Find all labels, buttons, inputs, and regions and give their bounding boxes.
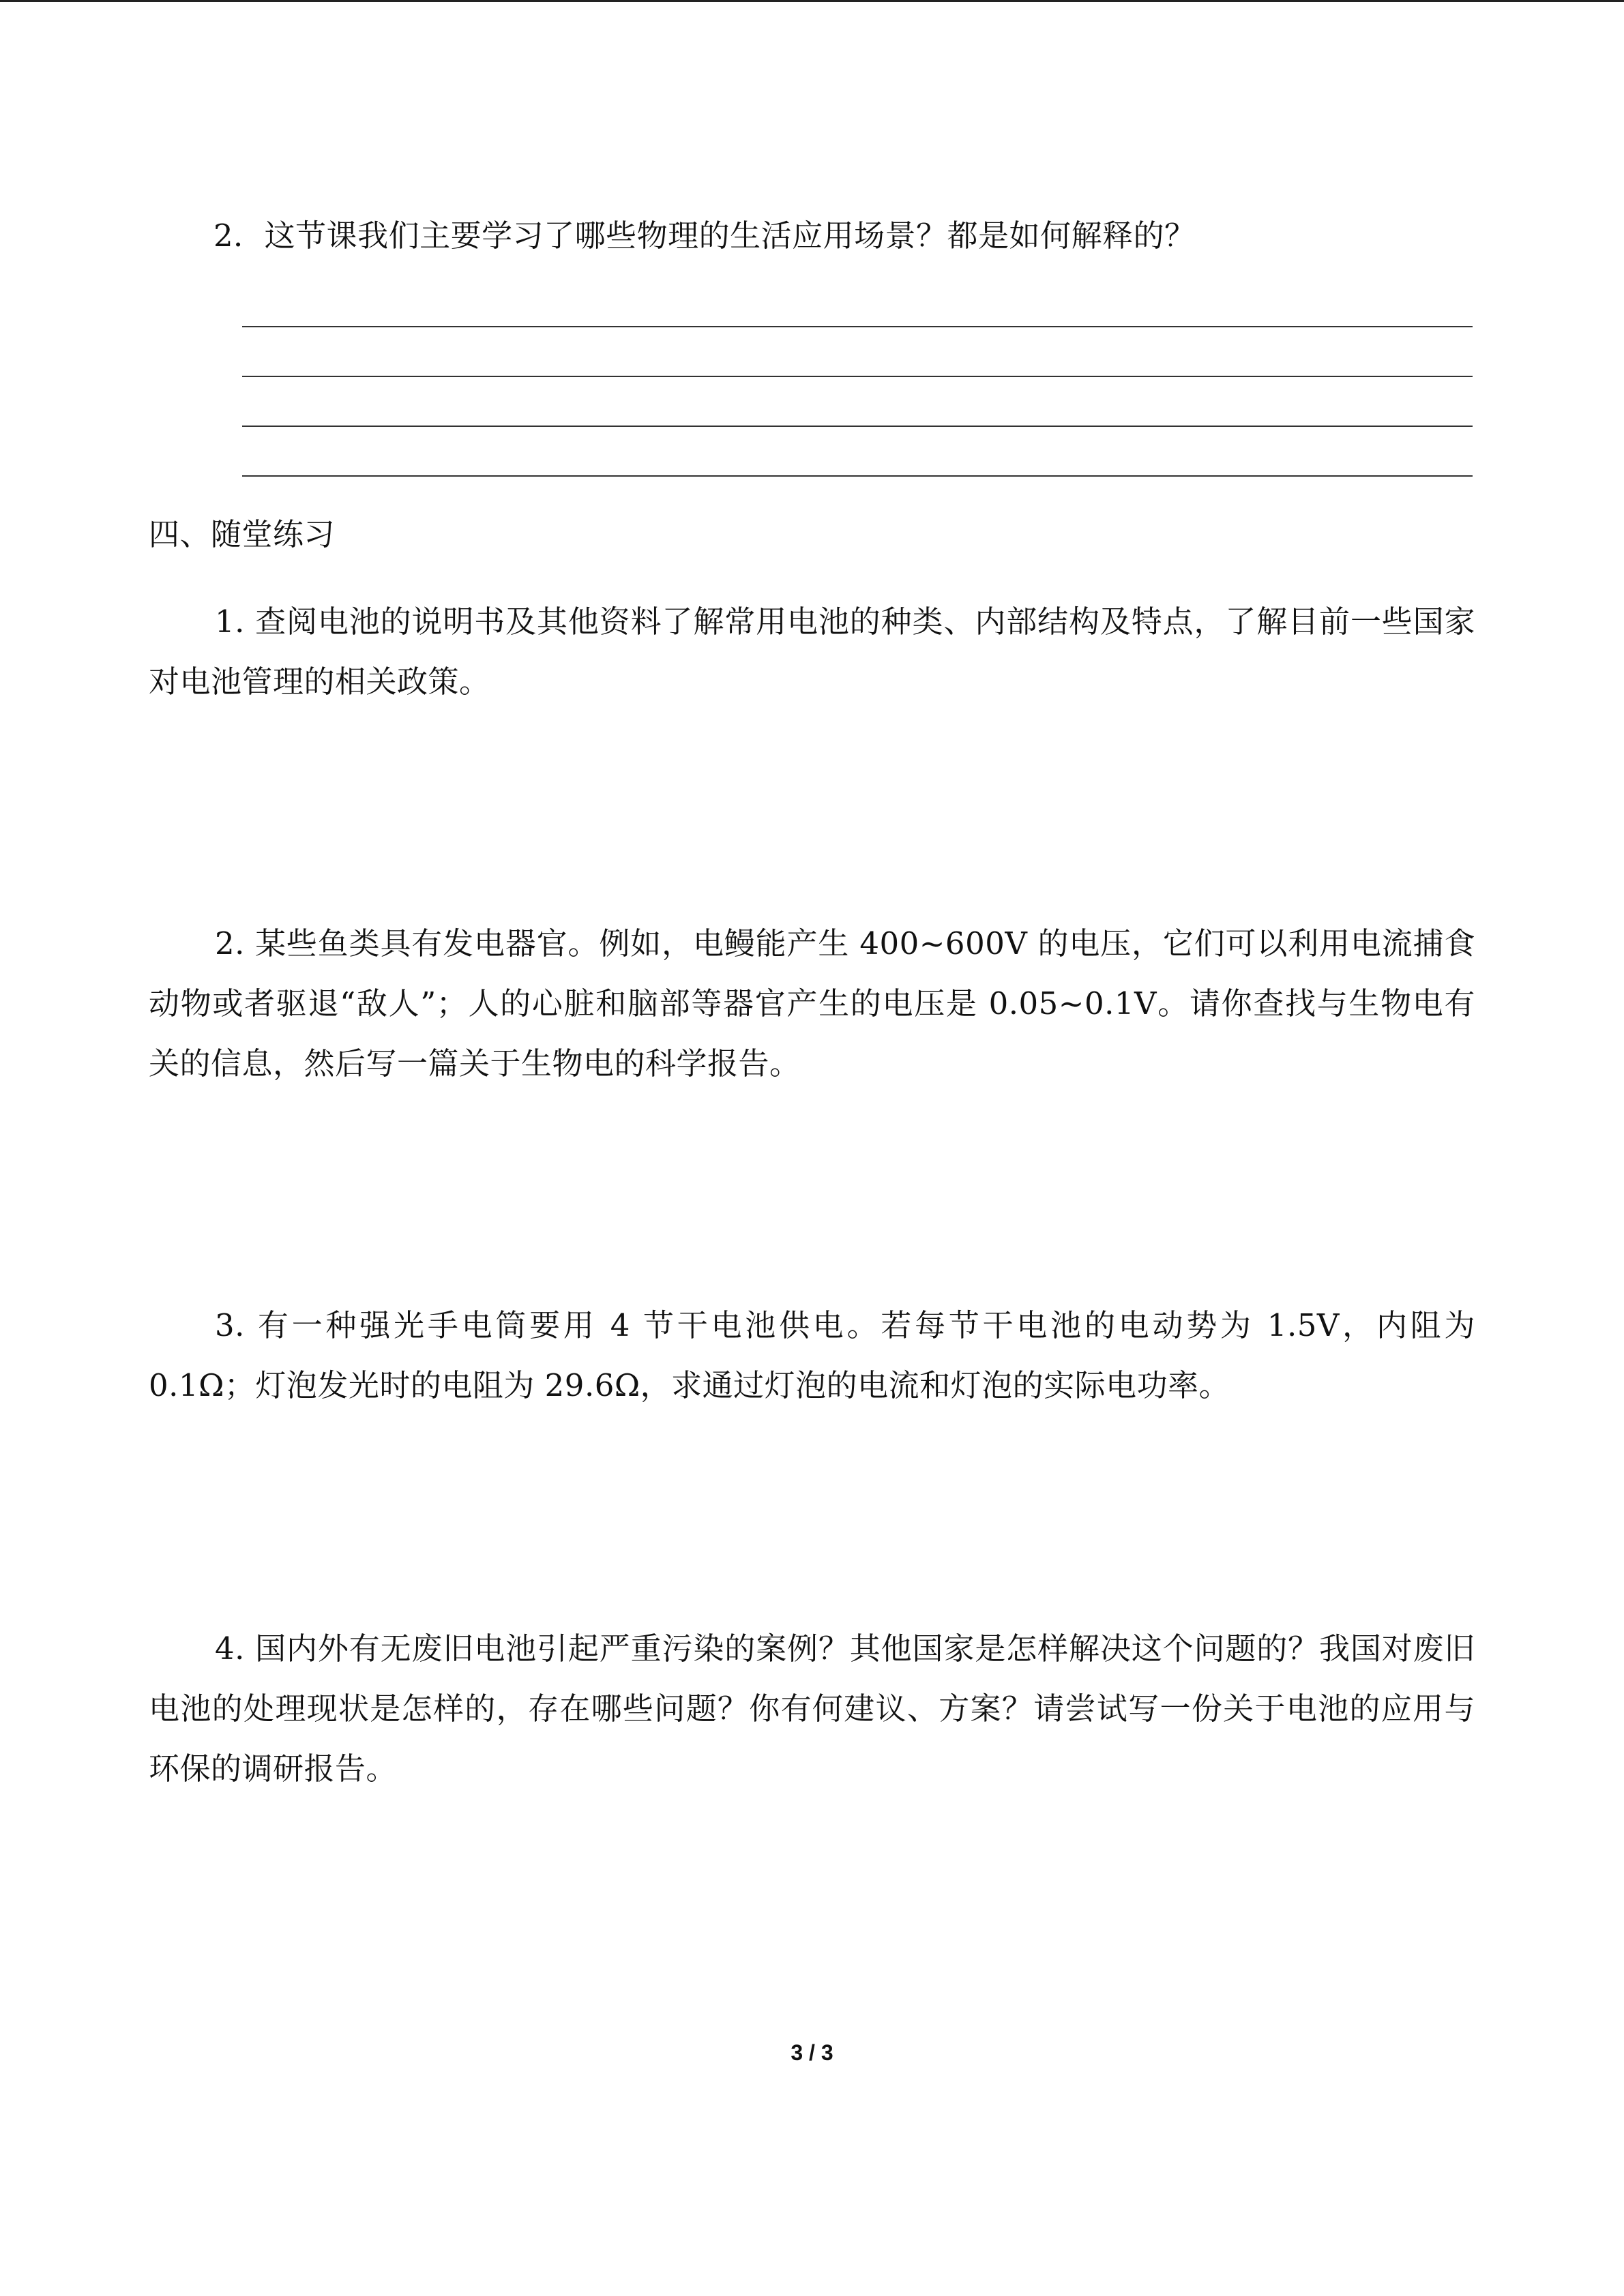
exercise-item-3: 3. 有一种强光手电筒要用 4 节干电池供电。若每节干电池的电动势为 1.5V，内阻为 0.1Ω；灯泡发光时的电阻为 29.6Ω，求通过灯泡的电流和灯泡的实际电功率。: [149, 1307, 1475, 1403]
exercise-item-4: 4. 国内外有无废旧电池引起严重污染的案例？其他国家是怎样解决这个问题的？我国对废旧电池的处理现状是怎样的，存在哪些问题？你有何建议、方案？请尝试写一份关于电池的应用与环保的调研报告。: [149, 1630, 1475, 1787]
answer-line-1[interactable]: [242, 326, 1473, 327]
answer-line-3[interactable]: [242, 426, 1473, 427]
question-2-prompt: 2．这节课我们主要学习了哪些物理的生活应用场景？都是如何解释的？: [213, 218, 1196, 254]
page-number: 3 / 3: [791, 2040, 833, 2065]
answer-line-4[interactable]: [242, 475, 1473, 477]
answer-line-2[interactable]: [242, 376, 1473, 377]
exercise-item-2: 2. 某些鱼类具有发电器官。例如，电鳗能产生 400~600V 的电压，它们可以利用电流捕食动物或者驱退“敌人”；人的心脏和脑部等器官产生的电压是 0.05~0.1V。请你查找与生物电有关的信息，然后写一篇关于生物电的科学报告。: [149, 925, 1475, 1082]
exercise-item-1: 1. 查阅电池的说明书及其他资料了解常用电池的种类、内部结构及特点，了解目前一些国家对电池管理的相关政策。: [149, 603, 1475, 700]
section-heading: 四、随堂练习: [149, 516, 336, 552]
page-top-border: [0, 0, 1624, 2]
